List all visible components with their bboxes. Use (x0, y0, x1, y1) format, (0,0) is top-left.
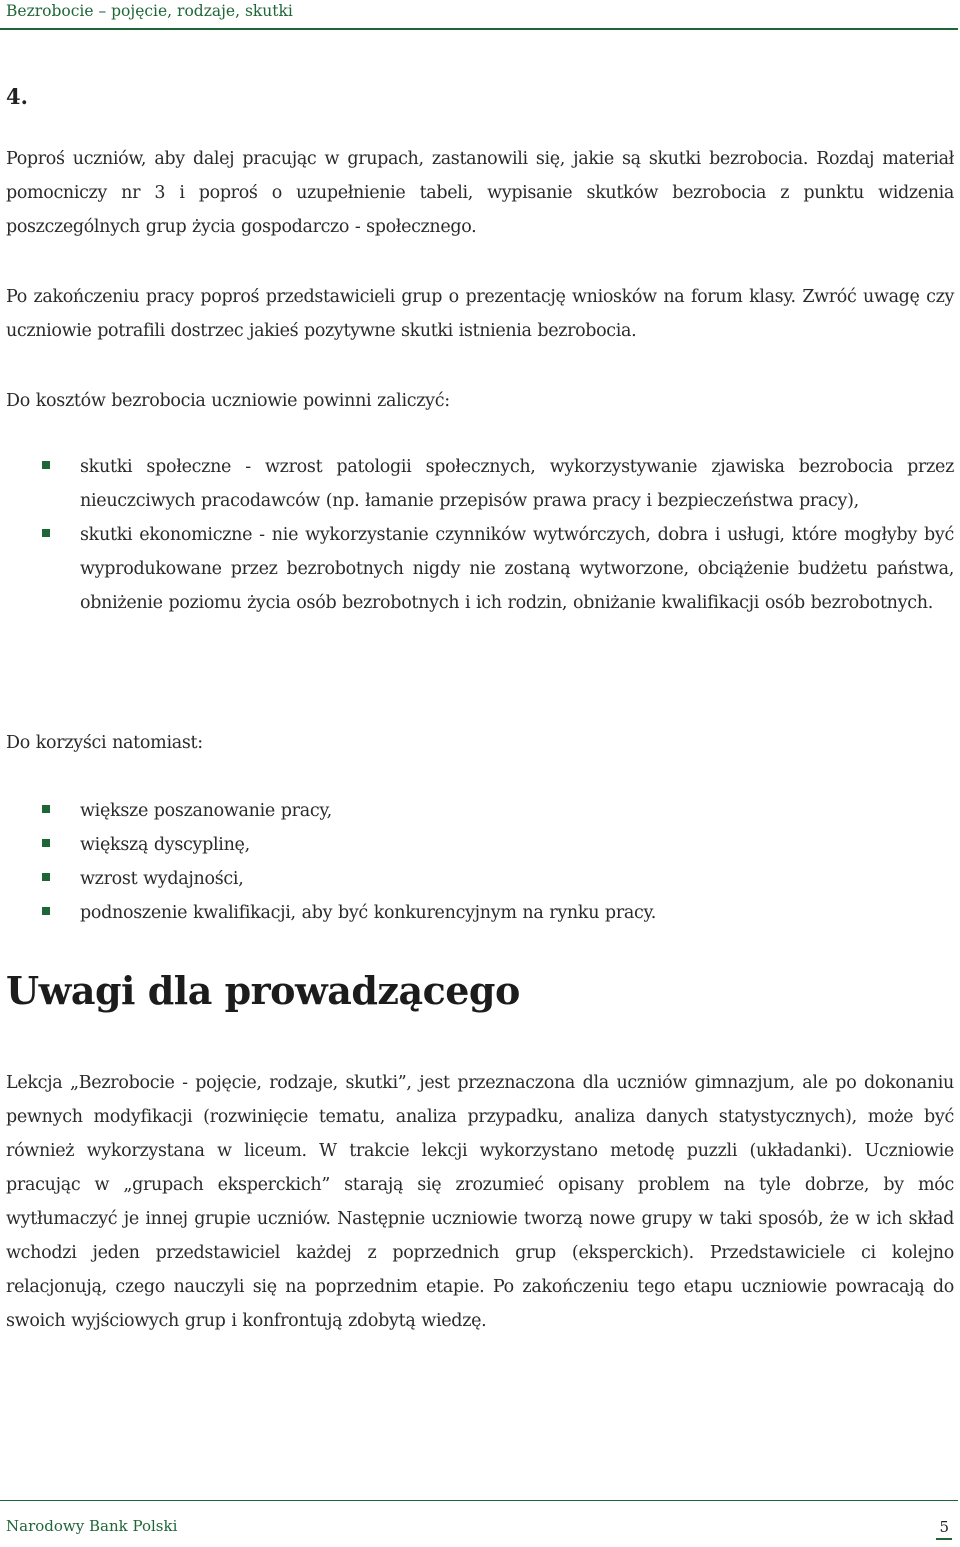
header-divider (0, 28, 958, 30)
list-item-text: większe poszanowanie pracy, (80, 801, 332, 821)
list-item-text: skutki ekonomiczne - nie wykorzystanie czynników wytwórczych, dobra i usługi, które mogłyby być wyprodukowane przez bezrobotnych nigdy nie zostaną wytworzone, obciążenie budżetu państwa, obniżenie poziomu życia osób bezrobotnych i ich rodzin, obniżanie kwalifikacji osób bezrobotnych. (80, 525, 954, 613)
square-bullet-icon (42, 907, 50, 915)
square-bullet-icon (42, 873, 50, 881)
benefits-list (0, 794, 954, 930)
square-bullet-icon (42, 805, 50, 813)
costs-list (0, 450, 954, 620)
list-item-text: wzrost wydajności, (80, 869, 244, 889)
paragraph-presentation: Po zakończeniu pracy poproś przedstawicieli grup o prezentację wniosków na forum klasy. Zwróć uwagę czy uczniowie potrafili dostrzec jakieś pozytywne skutki istnienia bezrobocia. (6, 287, 954, 341)
paragraph-instructions: Poproś uczniów, aby dalej pracując w grupach, zastanowili się, jakie są skutki bezrobocia. Rozdaj materiał pomocniczy nr 3 i poproś o uzupełnienie tabeli, wypisanie skutków bezrobocia z punktu widzenia poszczególnych grup życia gospodarczo - społecznego. (6, 149, 954, 237)
list-item (0, 896, 954, 930)
footer-publisher: Narodowy Bank Polski (6, 1517, 178, 1535)
page-number: 5 (936, 1518, 952, 1540)
footer-divider (0, 1500, 958, 1501)
paragraph-benefits-intro: Do korzyści natomiast: (6, 733, 203, 753)
square-bullet-icon (42, 529, 50, 537)
list-item (0, 862, 954, 896)
running-header: Bezrobocie – pojęcie, rodzaje, skutki (6, 2, 293, 20)
section-heading: Uwagi dla prowadzącego (6, 968, 520, 1013)
list-item (0, 828, 954, 862)
section-number: 4. (6, 84, 28, 109)
list-item (0, 518, 954, 620)
square-bullet-icon (42, 839, 50, 847)
list-item-text: skutki społeczne - wzrost patologii społecznych, wykorzystywanie zjawiska bezrobocia przez nieuczciwych pracodawców (np. łamanie przepisów prawa pracy i bezpieczeństwa pracy), (80, 457, 954, 511)
list-item (0, 450, 954, 518)
list-item-text: większą dyscyplinę, (80, 835, 250, 855)
paragraph-costs-intro: Do kosztów bezrobocia uczniowie powinni zaliczyć: (6, 391, 450, 411)
paragraph-notes: Lekcja „Bezrobocie - pojęcie, rodzaje, skutki”, jest przeznaczona dla uczniów gimnazjum, ale po dokonaniu pewnych modyfikacji (rozwinięcie tematu, analiza przypadku, analiza danych statystycznych), może być również wykorzystana w liceum. W trakcie lekcji wykorzystano metodę puzzli (układanki). Uczniowie pracując w „grupach eksperckich” starają się zrozumieć opisany problem na tyle dobrze, by móc wytłumaczyć je innej grupie uczniów. Następnie uczniowie tworzą nowe grupy w taki sposób, że w ich skład wchodzi jeden przedstawiciel każdej z poprzednich grup (eksperckich). Przedstawiciele ci kolejno relacjonują, czego nauczyli się na poprzednim etapie. Po zakończeniu tego etapu uczniowie powracają do swoich wyjściowych grup i konfrontują zdobytą wiedzę. (6, 1073, 954, 1331)
list-item-text: podnoszenie kwalifikacji, aby być konkurencyjnym na rynku pracy. (80, 903, 657, 923)
square-bullet-icon (42, 461, 50, 469)
list-item (0, 794, 954, 828)
